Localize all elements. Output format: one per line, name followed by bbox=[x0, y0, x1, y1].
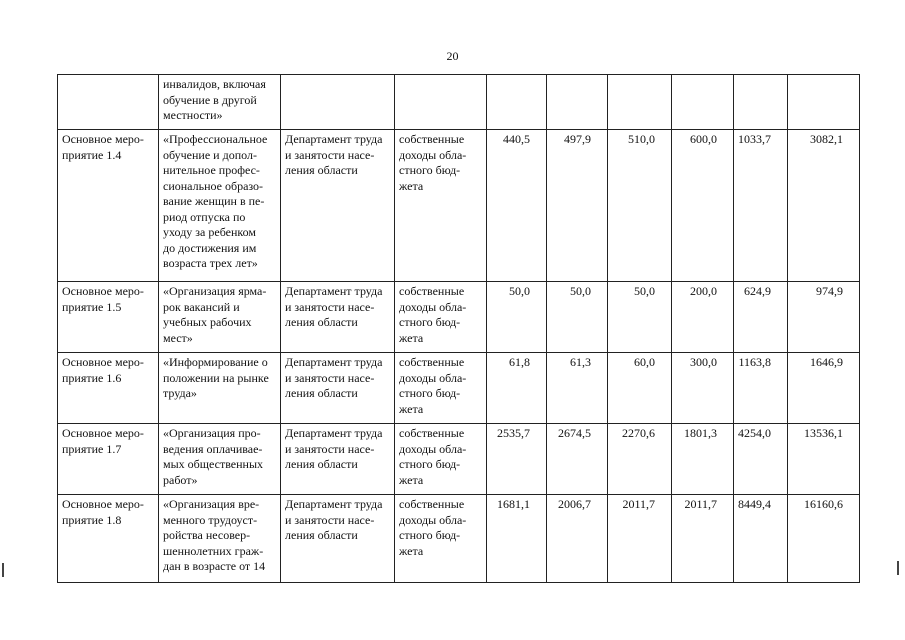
scan-edge-mark-right bbox=[897, 561, 899, 575]
cell-name bbox=[159, 282, 281, 353]
source-line: жета bbox=[399, 543, 424, 558]
cell-value-3: 60,0 bbox=[608, 353, 672, 424]
cell-value-6: 3082,1 bbox=[788, 130, 860, 282]
table-row bbox=[58, 130, 860, 282]
cell-value-4: 2011,7 bbox=[672, 495, 734, 583]
cell-executor bbox=[281, 75, 395, 130]
executor-line: и занятости насе- bbox=[285, 441, 375, 456]
cell-executor bbox=[281, 353, 395, 424]
name-line: положении на рынке bbox=[163, 370, 269, 385]
cell-value-1: 2535,7 bbox=[487, 424, 547, 495]
cell-value-1: 61,8 bbox=[487, 353, 547, 424]
name-line: до достижения им bbox=[163, 240, 257, 255]
executor-line: Департамент труда bbox=[285, 355, 383, 369]
cell-value-6 bbox=[788, 75, 860, 130]
measure-line: Основное меро- bbox=[62, 132, 144, 146]
table-row bbox=[58, 495, 860, 583]
table-row bbox=[58, 75, 860, 130]
source-line: собственные bbox=[399, 497, 465, 511]
cell-value-5: 8449,4 bbox=[734, 495, 788, 583]
source-line: доходы обла- bbox=[399, 147, 467, 162]
cell-source bbox=[395, 130, 487, 282]
source-line: доходы обла- bbox=[399, 512, 467, 527]
source-line: жета bbox=[399, 330, 424, 345]
cell-source bbox=[395, 282, 487, 353]
cell-value-2: 2674,5 bbox=[547, 424, 608, 495]
source-line: собственные bbox=[399, 132, 465, 146]
cell-value-1: 440,5 bbox=[487, 130, 547, 282]
executor-line: и занятости насе- bbox=[285, 370, 375, 385]
measure-line: приятие 1.6 bbox=[62, 370, 122, 385]
cell-value-6: 13536,1 bbox=[788, 424, 860, 495]
cell-value-5 bbox=[734, 75, 788, 130]
cell-executor bbox=[281, 424, 395, 495]
cell-value-3: 510,0 bbox=[608, 130, 672, 282]
cell-source bbox=[395, 353, 487, 424]
cell-executor bbox=[281, 495, 395, 583]
name-line: учебных рабочих bbox=[163, 315, 252, 329]
cell-source bbox=[395, 424, 487, 495]
executor-line: ления области bbox=[285, 163, 358, 177]
name-line: «Организация про- bbox=[163, 426, 261, 440]
measure-line: Основное меро- bbox=[62, 284, 144, 298]
measure-line: приятие 1.8 bbox=[62, 512, 122, 527]
cell-value-3: 2011,7 bbox=[608, 495, 672, 583]
source-line: стного бюд- bbox=[399, 386, 461, 400]
page-number: 20 bbox=[446, 49, 459, 63]
source-line: жета bbox=[399, 178, 424, 193]
name-line: нительное профес- bbox=[163, 163, 260, 177]
name-line: мест» bbox=[163, 330, 193, 345]
cell-source bbox=[395, 495, 487, 583]
source-line: собственные bbox=[399, 355, 465, 369]
cell-value-4: 1801,3 bbox=[672, 424, 734, 495]
measure-line: Основное меро- bbox=[62, 426, 144, 440]
cell-value-4 bbox=[672, 75, 734, 130]
name-line: риод отпуска по bbox=[163, 209, 246, 224]
cell-value-2: 497,9 bbox=[547, 130, 608, 282]
cell-measure bbox=[58, 130, 159, 282]
table-body bbox=[58, 75, 860, 583]
executor-line: ления области bbox=[285, 457, 358, 471]
measure-line: Основное меро- bbox=[62, 355, 144, 369]
name-line: рок вакансий и bbox=[163, 299, 240, 314]
name-line: «Профессиональное bbox=[163, 132, 268, 146]
name-line: инвалидов, включая bbox=[163, 77, 266, 91]
cell-value-5: 4254,0 bbox=[734, 424, 788, 495]
name-line: «Организация вре- bbox=[163, 497, 260, 511]
cell-value-6: 1646,9 bbox=[788, 353, 860, 424]
cell-name bbox=[159, 495, 281, 583]
cell-value-1 bbox=[487, 75, 547, 130]
cell-value-2: 61,3 bbox=[547, 353, 608, 424]
cell-value-6: 974,9 bbox=[788, 282, 860, 353]
table-row bbox=[58, 282, 860, 353]
source-line: стного бюд- bbox=[399, 457, 461, 471]
source-line: доходы обла- bbox=[399, 299, 467, 314]
source-line: собственные bbox=[399, 426, 465, 440]
name-line: обучение и допол- bbox=[163, 147, 257, 162]
source-line: жета bbox=[399, 401, 424, 416]
cell-value-5: 1033,7 bbox=[734, 130, 788, 282]
scan-edge-mark-left bbox=[2, 563, 4, 577]
table-row bbox=[58, 424, 860, 495]
executor-line: и занятости насе- bbox=[285, 147, 375, 162]
name-line: местности» bbox=[163, 108, 223, 122]
cell-value-4: 600,0 bbox=[672, 130, 734, 282]
cell-value-1: 50,0 bbox=[487, 282, 547, 353]
cell-measure bbox=[58, 75, 159, 130]
cell-value-2: 50,0 bbox=[547, 282, 608, 353]
executor-line: Департамент труда bbox=[285, 132, 383, 146]
measure-line: приятие 1.7 bbox=[62, 441, 122, 456]
name-line: сиональное образо- bbox=[163, 178, 264, 193]
cell-measure bbox=[58, 495, 159, 583]
measure-line: приятие 1.4 bbox=[62, 147, 122, 162]
table-row bbox=[58, 353, 860, 424]
executor-line: ления области bbox=[285, 315, 358, 329]
name-line: «Организация ярма- bbox=[163, 284, 267, 298]
name-line: «Информирование о bbox=[163, 355, 268, 369]
source-line: стного бюд- bbox=[399, 528, 461, 542]
name-line: ведения оплачивае- bbox=[163, 441, 263, 456]
budget-table bbox=[57, 74, 860, 583]
source-line: доходы обла- bbox=[399, 370, 467, 385]
measure-line: приятие 1.5 bbox=[62, 299, 122, 314]
cell-value-3: 2270,6 bbox=[608, 424, 672, 495]
cell-measure bbox=[58, 282, 159, 353]
cell-value-6: 16160,6 bbox=[788, 495, 860, 583]
name-line: шеннолетних граж- bbox=[163, 543, 264, 558]
name-line: ройства несовер- bbox=[163, 528, 251, 542]
cell-value-4: 300,0 bbox=[672, 353, 734, 424]
cell-measure bbox=[58, 353, 159, 424]
measure-line: Основное меро- bbox=[62, 497, 144, 511]
cell-value-5: 1163,8 bbox=[734, 353, 788, 424]
cell-executor bbox=[281, 282, 395, 353]
name-line: работ» bbox=[163, 472, 198, 487]
cell-value-4: 200,0 bbox=[672, 282, 734, 353]
cell-executor bbox=[281, 130, 395, 282]
name-line: вание женщин в пе- bbox=[163, 194, 265, 208]
executor-line: ления области bbox=[285, 528, 358, 542]
cell-value-1: 1681,1 bbox=[487, 495, 547, 583]
cell-name bbox=[159, 424, 281, 495]
cell-name bbox=[159, 75, 281, 130]
executor-line: Департамент труда bbox=[285, 284, 383, 298]
executor-line: ления области bbox=[285, 386, 358, 400]
name-line: уходу за ребенком bbox=[163, 225, 256, 239]
source-line: стного бюд- bbox=[399, 315, 461, 329]
executor-line: и занятости насе- bbox=[285, 512, 375, 527]
cell-value-3 bbox=[608, 75, 672, 130]
name-line: дан в возрасте от 14 bbox=[163, 559, 266, 573]
name-line: менного трудоуст- bbox=[163, 512, 258, 527]
cell-measure bbox=[58, 424, 159, 495]
source-line: жета bbox=[399, 472, 424, 487]
source-line: собственные bbox=[399, 284, 465, 298]
cell-value-3: 50,0 bbox=[608, 282, 672, 353]
cell-value-2 bbox=[547, 75, 608, 130]
cell-name bbox=[159, 130, 281, 282]
cell-value-5: 624,9 bbox=[734, 282, 788, 353]
name-line: возраста трех лет» bbox=[163, 256, 258, 270]
name-line: обучение в другой bbox=[163, 92, 257, 107]
source-line: стного бюд- bbox=[399, 163, 461, 177]
name-line: мых общественных bbox=[163, 457, 264, 471]
name-line: труда» bbox=[163, 386, 197, 400]
cell-source bbox=[395, 75, 487, 130]
executor-line: Департамент труда bbox=[285, 497, 383, 511]
executor-line: и занятости насе- bbox=[285, 299, 375, 314]
cell-name bbox=[159, 353, 281, 424]
source-line: доходы обла- bbox=[399, 441, 467, 456]
executor-line: Департамент труда bbox=[285, 426, 383, 440]
cell-value-2: 2006,7 bbox=[547, 495, 608, 583]
